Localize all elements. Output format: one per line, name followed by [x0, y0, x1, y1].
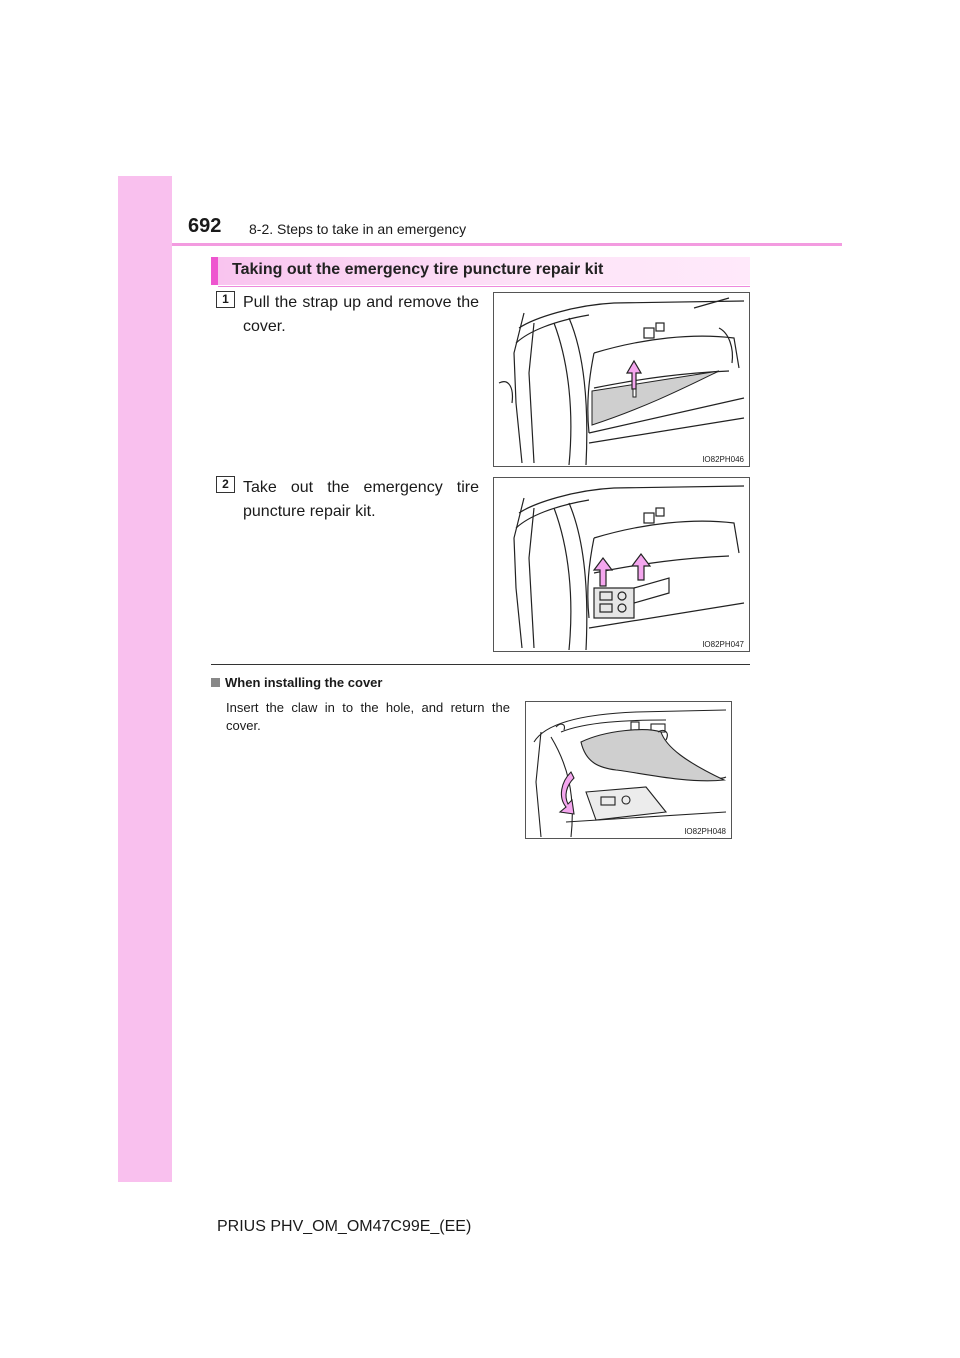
square-bullet-icon	[211, 678, 220, 687]
figure-code: IO82PH048	[684, 827, 726, 836]
step-number-2: 2	[216, 476, 235, 493]
page-number: 692	[188, 215, 222, 237]
running-header: 8-2. Steps to take in an emergency	[249, 221, 467, 237]
illustration-cargo-cover	[494, 293, 749, 466]
illustration-repair-kit	[494, 478, 749, 651]
figure-code: IO82PH047	[702, 640, 744, 649]
note-text: Insert the claw in to the hole, and return the cover.	[226, 700, 510, 733]
document-footer: PRIUS PHV_OM_OM47C99E_(EE)	[217, 1218, 472, 1235]
step-number-1: 1	[216, 291, 235, 308]
lift-arrow-right-icon	[632, 554, 650, 580]
header-rule	[172, 243, 842, 246]
insert-claw-arrow-icon	[560, 772, 574, 814]
chapter-side-tab	[118, 176, 172, 1182]
figure-install-cover	[525, 701, 732, 839]
note-heading-text: When installing the cover	[225, 675, 383, 690]
illustration-install-cover	[526, 702, 731, 838]
figure-code: IO82PH046	[702, 455, 744, 464]
note-heading	[211, 675, 382, 690]
figure-take-out-kit	[493, 477, 750, 652]
section-separator	[211, 664, 750, 665]
step-text-2: Take out the emergency tire puncture repair kit.	[243, 479, 479, 520]
section-title: Taking out the emergency tire puncture repair kit	[232, 261, 604, 278]
figure-remove-cover	[493, 292, 750, 467]
section-title-bar	[211, 257, 750, 285]
step-text-1: Pull the strap up and remove the cover.	[243, 294, 479, 335]
